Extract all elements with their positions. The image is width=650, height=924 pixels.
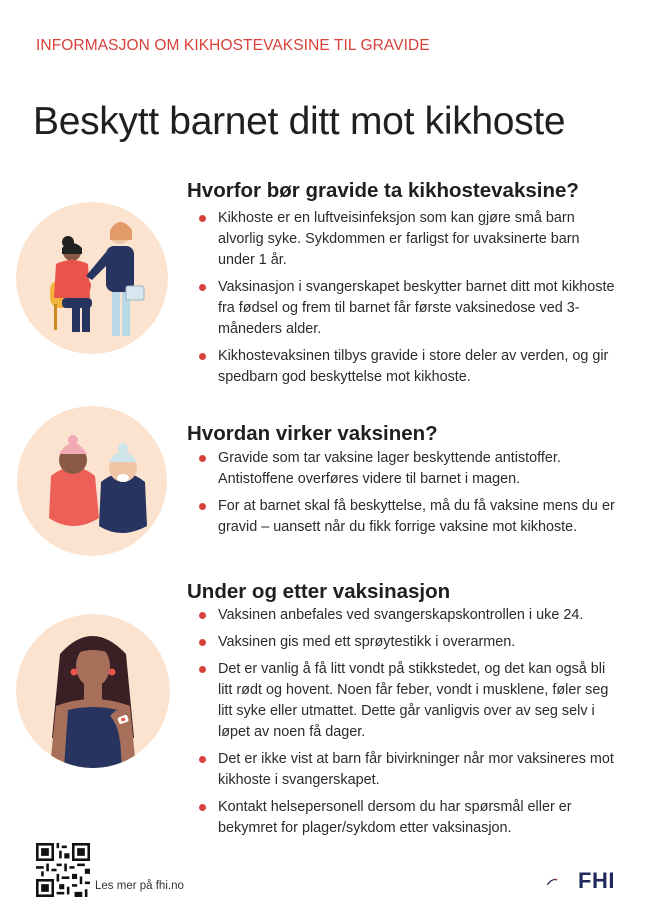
bullet-dot (199, 612, 206, 619)
bullet-text: For at barnet skal få beskyttelse, må du få vaksine mens du er gravid – uansett når du fikk forrige vaksine mot kikhoste. (218, 498, 615, 535)
qr-code-icon[interactable] (36, 843, 90, 897)
bullet-dot (199, 284, 206, 291)
fhi-logo-text: FHI (578, 868, 615, 893)
bullet-text: Det er ikke vist at barn får bivirkninger når mor vaksineres mot kikhoste i svangerskapet. (218, 751, 614, 788)
bullet-dot (199, 804, 206, 811)
illustration-nurse-and-pregnant-woman (16, 202, 168, 354)
bullet-text: Vaksinen gis med ett sprøytestikk i overarmen. (218, 634, 516, 650)
bullet-dot (199, 666, 206, 673)
bullet-list (199, 208, 619, 394)
bullet-list (199, 605, 619, 845)
illustration-vaccinated-woman (16, 614, 170, 768)
bullet-text: Vaksinen anbefales ved svangerskapskontrollen i uke 24. (218, 607, 584, 623)
section-heading: Hvordan virker vaksinen? (187, 422, 438, 445)
list-item (199, 659, 619, 743)
bullet-dot (199, 756, 206, 763)
bullet-dot (199, 353, 206, 360)
list-item (199, 797, 619, 839)
list-item (199, 496, 619, 538)
bullet-dot (199, 455, 206, 462)
bullet-dot (199, 503, 206, 510)
bullet-text: Kontakt helsepersonell dersom du har spørsmål eller er bekymret for plager/sykdom etter vaksinasjon. (218, 799, 572, 836)
list-item (199, 346, 619, 388)
illustration-babies (17, 406, 167, 556)
bullet-text: Kikhostevaksinen tilbys gravide i store deler av verden, og gir spedbarn god beskyttelse mot kikhoste. (218, 348, 609, 385)
bullet-list (199, 448, 619, 544)
bullet-text: Kikhoste er en luftveisinfeksjon som kan gjøre små barn alvorlig syke. Sykdommen er farligst for uvaksinerte barn under 1 år. (218, 210, 580, 268)
bullet-dot (199, 639, 206, 646)
kicker: INFORMASJON OM KIKHOSTEVAKSINE TIL GRAVIDE (36, 37, 430, 54)
page-title: Beskytt barnet ditt mot kikhoste (33, 100, 566, 143)
fhi-logo-icon (546, 868, 578, 896)
bullet-text: Det er vanlig å få litt vondt på stikkstedet, og det kan også bli litt rødt og hovent. Noen får feber, vondt i musklene, føler seg litt syke eller utmattet. Dette går vanligvis over av seg selv i løpet av noen få dager. (218, 661, 609, 740)
list-item (199, 448, 619, 490)
section-heading: Under og etter vaksinasjon (187, 580, 451, 603)
bullet-dot (199, 215, 206, 222)
footer-link[interactable]: Les mer på fhi.no (95, 880, 184, 892)
list-item (199, 208, 619, 271)
bullet-text: Vaksinasjon i svangerskapet beskytter barnet ditt mot kikhoste fra fødsel og frem til barnet får første vaksinedose ved 3-måneders alder. (218, 279, 615, 337)
section-heading: Hvorfor bør gravide ta kikhostevaksine? (187, 179, 579, 202)
list-item (199, 277, 619, 340)
list-item (199, 605, 619, 626)
bullet-text: Gravide som tar vaksine lager beskyttende antistoffer. Antistoffene overføres videre til barnet i magen. (218, 450, 561, 487)
list-item (199, 632, 619, 653)
list-item (199, 749, 619, 791)
